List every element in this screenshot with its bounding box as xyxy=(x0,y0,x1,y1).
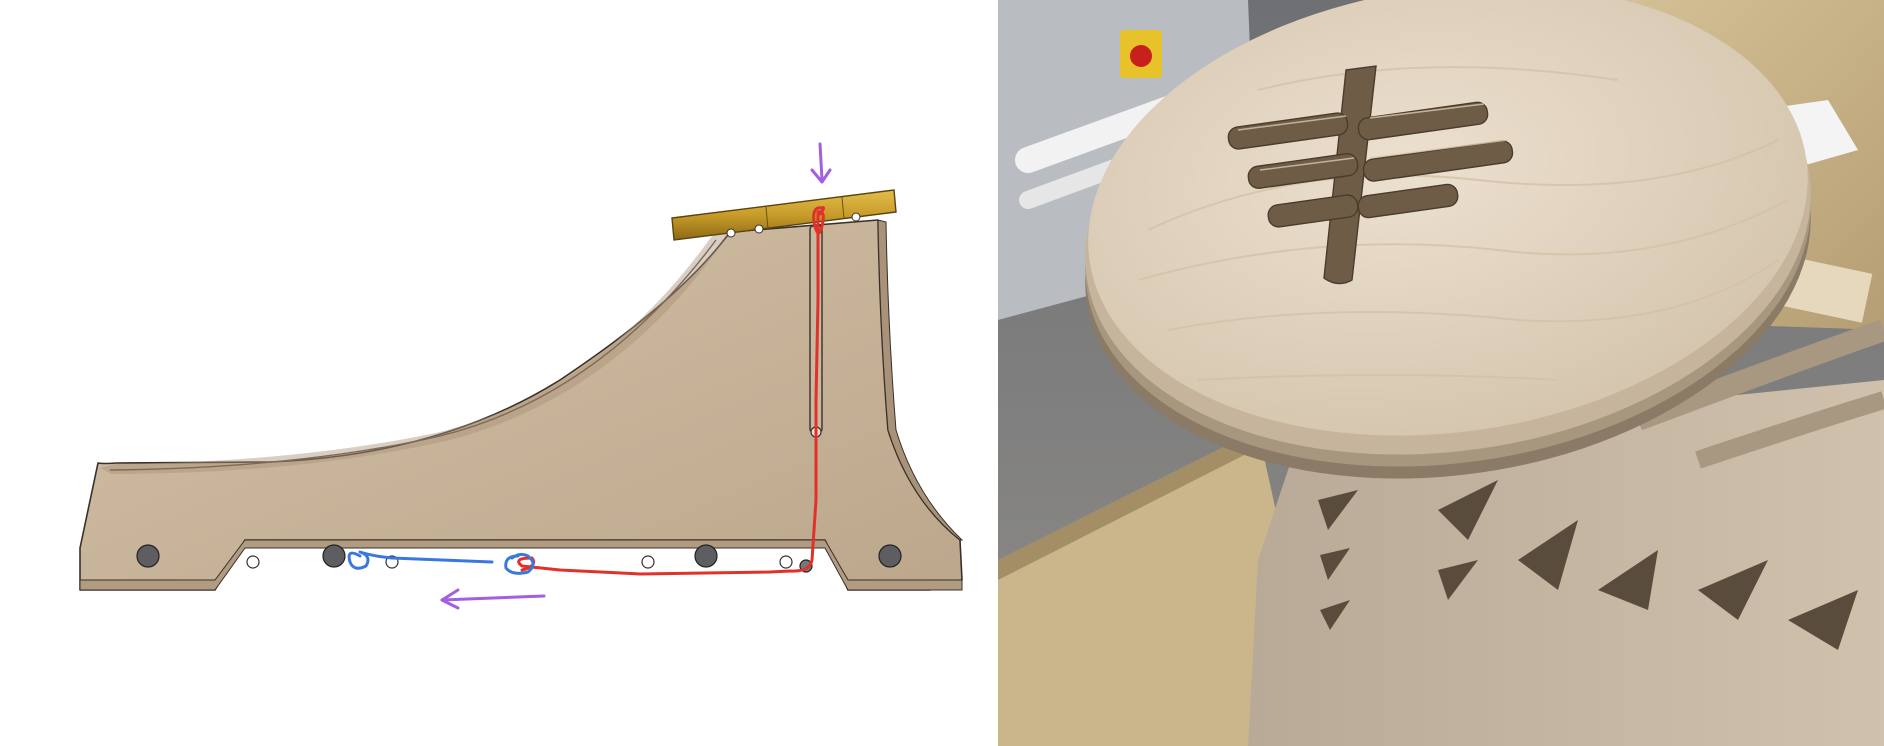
arrow-down-icon xyxy=(812,144,830,182)
hole xyxy=(642,556,654,568)
blue-loop-annotation xyxy=(349,552,492,568)
bolt xyxy=(879,545,901,567)
arrow-left-icon xyxy=(442,590,544,608)
seat-screw xyxy=(727,229,735,237)
emergency-stop-button xyxy=(1130,45,1152,67)
bolt xyxy=(695,545,717,567)
plywood-photo-panel xyxy=(998,0,1884,746)
photo-illustration xyxy=(998,0,1884,746)
hole xyxy=(780,556,792,568)
seat-screw xyxy=(755,225,763,233)
seat-screw xyxy=(852,213,860,221)
bolt xyxy=(323,545,345,567)
hole xyxy=(247,556,259,568)
bolt xyxy=(137,545,159,567)
